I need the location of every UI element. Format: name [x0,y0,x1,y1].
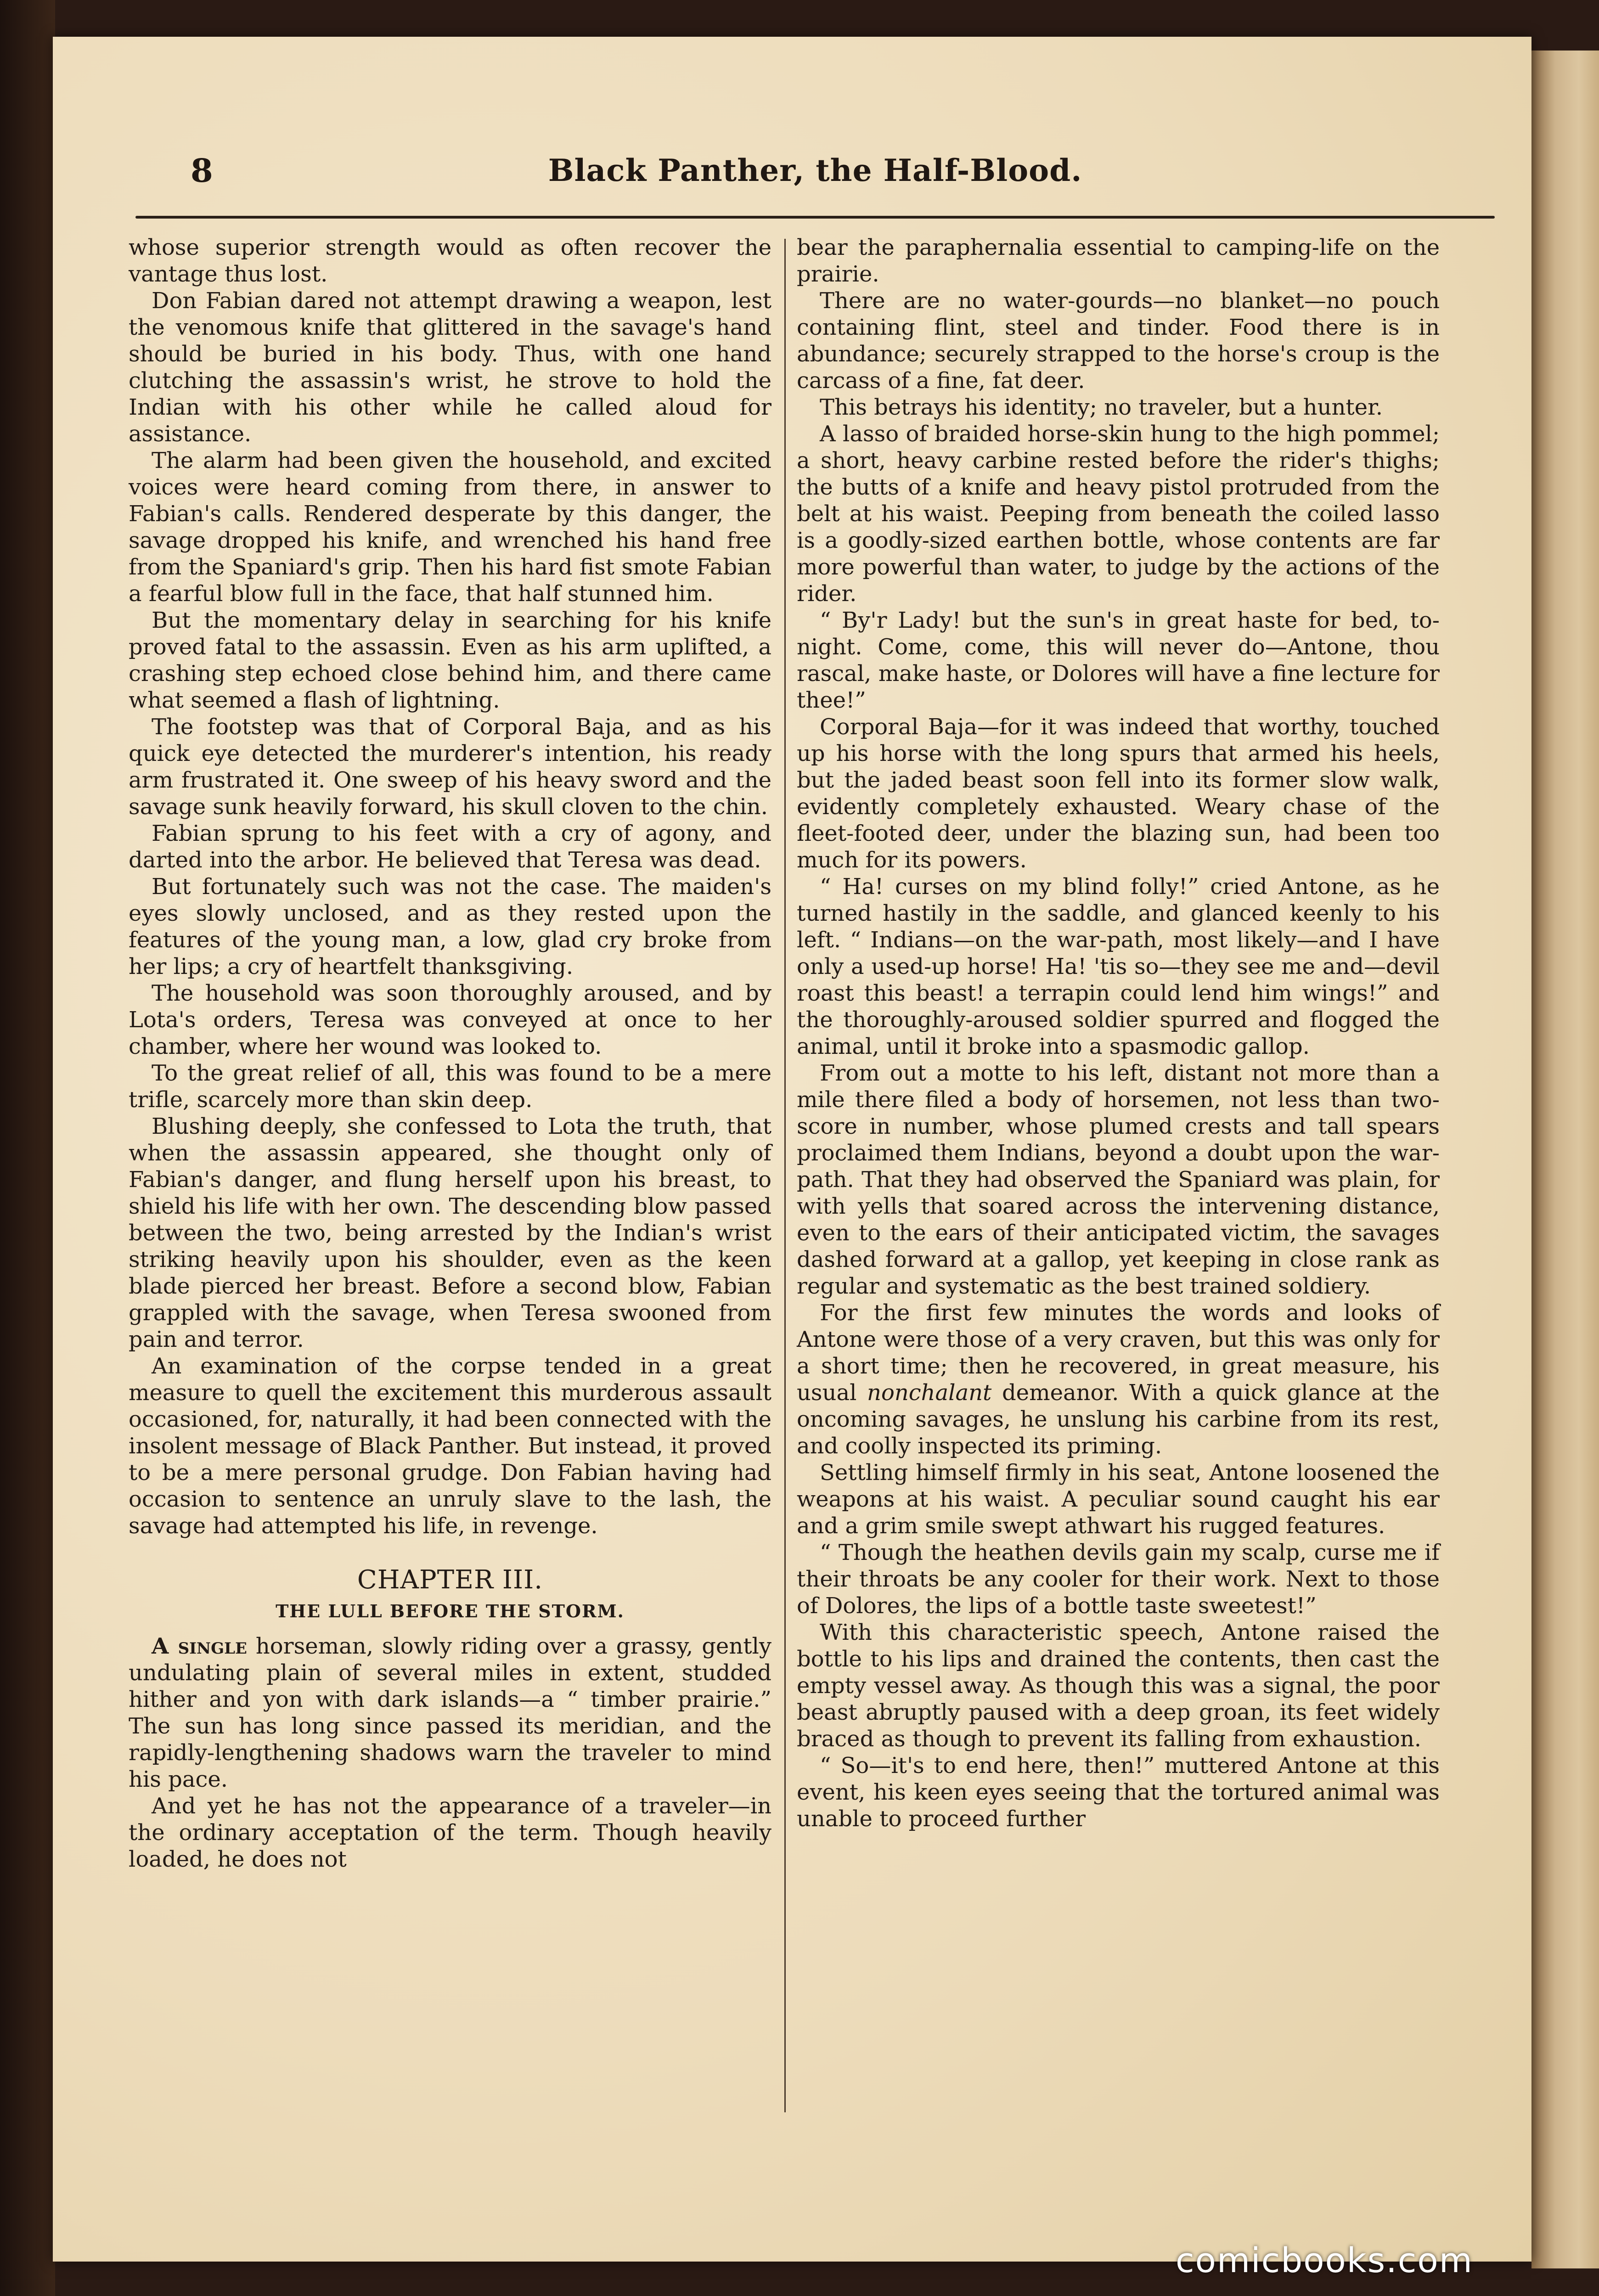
page-header [135,119,1495,193]
italic-word: nonchalant [867,1380,992,1406]
chapter-heading: CHAPTER III. [357,1565,543,1595]
header-rule [135,216,1495,219]
paragraph-text: demeanor. With a quick glance at the oncoming savages, he unslung his carbine from its rest, and coolly inspected its priming. [797,1380,1440,1459]
paragraph: Don Fabian dared not attempt drawing a weapon, lest the venomous knife that glittered in the savage's hand should be buried in his body. Thus, with one hand clutching the assassin's wrist, he strove to hold the Indian with his other while he called aloud for assistance. [129,288,771,447]
paragraph: The alarm had been given the household, and excited voices were heard coming from there, in answer to Fabian's calls. Rendered desperate by this danger, the savage dropped his knife, and wrenched his hand free from the Spaniard's grip. Then his hard fist smote Fabian a fearful blow full in the face, that half stunned him. [129,448,771,607]
paragraph: With this characteristic speech, Antone raised the bottle to his lips and drained the contents, then cast the empty vessel away. As though this was a signal, the poor beast abruptly paused with a deep groan, its feet widely braced as though to prevent its falling from exhaustion. [797,1620,1440,1752]
paragraph: “ Though the heathen devils gain my scalp, curse me if their throats be any cooler for their work. Next to those of Dolores, the lips of a bottle taste sweetest!” [797,1540,1440,1619]
paragraph: From out a motte to his left, distant not more than a mile there filed a body of horsemen, not less than two-score in number, whose plumed crests and tall spears proclaimed them Indians, beyond a doubt upon the war-path. That they had observed the Spaniard was plain, for with yells that soared across the intervening distance, even to the ears of their anticipated victim, the savages dashed forward at a gallop, yet keeping in close rank as regular and systematic as the best trained soldiery. [797,1060,1440,1299]
paragraph: whose superior strength would as often recover the vantage thus lost. [129,235,771,287]
column-divider [784,239,786,2112]
paragraph: Blushing deeply, she confessed to Lota the truth, that when the assassin appeared, she thought only of Fabian's danger, and flung herself upon his breast, to shield his life with her own. The descending blow passed between the two, being arrested by the Indian's wrist striking heavily upon his shoulder, even as the keen blade pierced her breast. Before a second blow, Fabian grappled with the savage, when Teresa swooned from pain and terror. [129,1114,771,1352]
chapter-lead-words: A single [152,1633,247,1659]
paragraph: A lasso of braided horse-skin hung to the high pommel; a short, heavy carbine rested before the rider's thighs; the butts of a knife and heavy pistol protruded from the belt at his waist. Peeping from beneath the coiled lasso is a goodly-sized earthen bottle, whose contents are far more powerful than water, to judge by the actions of the rider. [797,421,1440,607]
page-number: 8 [191,152,213,190]
paragraph: And yet he has not the appearance of a traveler—in the ordinary acceptation of the term. Though heavily loaded, he does not [129,1793,771,1872]
paragraph: An examination of the corpse tended in a great measure to quell the excitement this murderous assault occasioned, for, naturally, it had been connected with the insolent message of Black Panther. But instead, it proved to be a mere personal grudge. Don Fabian having had occasion to sentence an unruly slave to the lash, the savage had attempted his life, in revenge. [129,1353,771,1539]
paragraph [797,1300,1440,1459]
paragraph-text: For the first few minutes the words and looks of Antone were those of a very craven, but this was only for a short time; then he recovered, in great measure, his usual [797,1300,1440,1406]
paragraph: bear the paraphernalia essential to camping-life on the prairie. [797,235,1440,287]
left-column [129,234,771,1873]
paragraph: To the great relief of all, this was found to be a mere trifle, scarcely more than skin deep. [129,1060,771,1113]
paragraph: “ By'r Lady! but the sun's in great haste for bed, to-night. Come, come, this will never do—Antone, thou rascal, make haste, or Dolores will have a fine lecture for thee!” [797,608,1440,713]
adjacent-page-edge [1531,51,1599,2268]
paragraph: The footstep was that of Corporal Baja, and as his quick eye detected the murderer's intention, his ready arm frustrated it. One sweep of his heavy sword and the savage sunk heavily forward, his skull cloven to the chin. [129,714,771,820]
paragraph: Fabian sprung to his feet with a cry of agony, and darted into the arbor. He believed that Teresa was dead. [129,821,771,873]
paragraph: “ So—it's to end here, then!” muttered Antone at this event, his keen eyes seeing that the tortured animal was unable to proceed further [797,1753,1440,1832]
running-title: Black Panther, the Half-Blood. [548,152,1082,188]
book-page [53,37,1531,2262]
paragraph: The household was soon thoroughly aroused, and by Lota's orders, Teresa was conveyed at once to her chamber, where her wound was looked to. [129,980,771,1059]
scan-background [0,0,55,2296]
paragraph: But the momentary delay in searching for his knife proved fatal to the assassin. Even as his arm uplifted, a crashing step echoed close behind him, and there came what seemed a flash of lightning. [129,608,771,713]
chapter-subtitle: THE LULL BEFORE THE STORM. [276,1601,625,1621]
paragraph-text: horseman, slowly riding over a grassy, gently undulating plain of several miles in extent, studded hither and yon with dark islands—a “ timber prairie.” The sun has long since passed its meridian, and the rapidly-lengthening shadows warn the traveler to mind his pace. [129,1633,771,1792]
paragraph [129,1633,771,1793]
paragraph: “ Ha! curses on my blind folly!” cried Antone, as he turned hastily in the saddle, and glanced keenly to his left. “ Indians—on the war-path, most likely—and I have only a used-up horse! Ha! 'tis so—they see me and—devil roast this beast! a terrapin could lend him wings!” and the thoroughly-aroused soldier spurred and flogged the animal, until it broke into a spasmodic gallop. [797,874,1440,1059]
paragraph: But fortunately such was not the case. The maiden's eyes slowly unclosed, and as they rested upon the features of the young man, a low, glad cry broke from her lips; a cry of heartfelt thanksgiving. [129,874,771,979]
paragraph: There are no water-gourds—no blanket—no pouch containing flint, steel and tinder. Food there is in abundance; securely strapped to the horse's croup is the carcass of a fine, fat deer. [797,288,1440,394]
paragraph: Settling himself firmly in his seat, Antone loosened the weapons at his waist. A peculiar sound caught his ear and a grim smile swept athwart his rugged features. [797,1460,1440,1539]
site-watermark: comicbooks.com [1176,2241,1473,2280]
paragraph: This betrays his identity; no traveler, but a hunter. [820,394,1383,420]
right-column [797,234,1440,1832]
paragraph: Corporal Baja—for it was indeed that worthy, touched up his horse with the long spurs that armed his heels, but the jaded beast soon fell into its former slow walk, evidently completely exhausted. Weary chase of the fleet-footed deer, under the blazing sun, had been too much for its powers. [797,714,1440,873]
